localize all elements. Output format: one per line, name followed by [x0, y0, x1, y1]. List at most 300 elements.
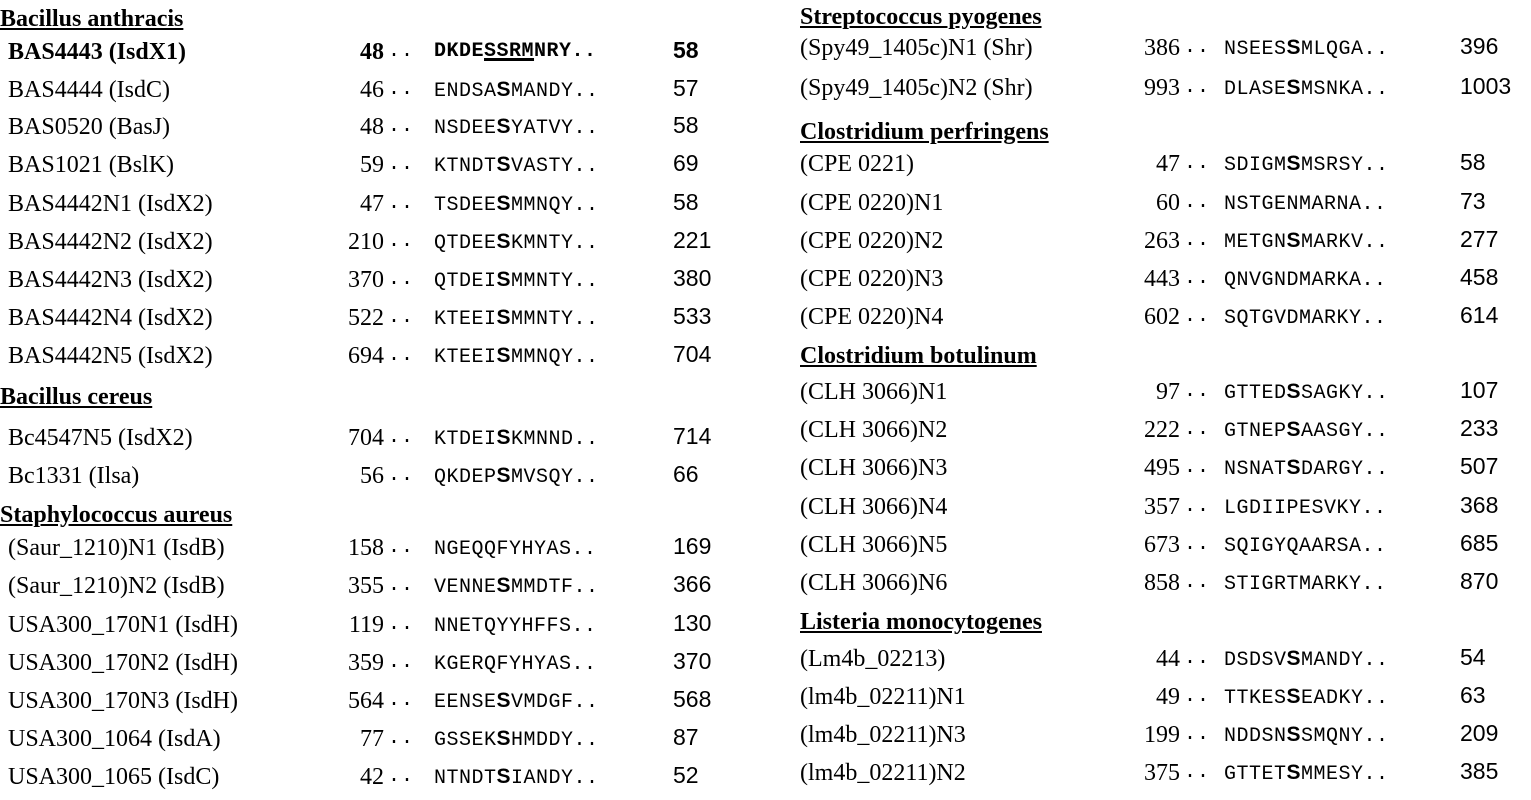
- protein-name: USA300_1064 (IsdA): [8, 726, 221, 752]
- start-position: 443: [1144, 266, 1180, 292]
- sequence-row: [800, 375, 1531, 409]
- sequence-row: [800, 642, 1531, 676]
- motif-suffix: MSRSY..: [1301, 154, 1389, 177]
- motif-sequence: [1224, 375, 1389, 411]
- start-position: 375: [1144, 760, 1180, 786]
- protein-name: (CLH 3066)N2: [800, 417, 948, 443]
- sequence-row: [0, 339, 760, 373]
- protein-name: BAS4442N3 (IsdX2): [8, 267, 213, 293]
- start-position: 370: [348, 267, 384, 293]
- sequence-row: [0, 421, 760, 455]
- motif-prefix: KTEEI: [434, 308, 497, 331]
- conserved-serine: S: [1286, 456, 1302, 479]
- protein-name: (Lm4b_02213): [800, 646, 946, 672]
- sequence-row: [800, 756, 1531, 790]
- motif-prefix: GTTET: [1224, 763, 1287, 786]
- leading-dots: ..: [1184, 418, 1211, 441]
- motif-suffix: YATVY..: [511, 117, 599, 140]
- motif-prefix: KTEEI: [434, 346, 497, 369]
- motif-suffix: MMESY..: [1301, 763, 1389, 786]
- end-position: 685: [1460, 530, 1499, 556]
- conserved-serine: S: [496, 153, 512, 176]
- leading-dots: ..: [1184, 533, 1211, 556]
- leading-dots: ..: [1184, 761, 1211, 784]
- motif-sequence: [434, 148, 599, 184]
- start-position: 119: [348, 612, 384, 638]
- sequence-row: [800, 566, 1531, 600]
- leading-dots: ..: [1184, 685, 1211, 708]
- motif-prefix: NGEQQFYHYAS..: [434, 538, 597, 561]
- conserved-serine: S: [1286, 685, 1302, 708]
- end-position: 73: [1460, 188, 1486, 214]
- end-position: 568: [673, 686, 712, 712]
- conserved-serine: S: [496, 464, 512, 487]
- motif-sequence: [434, 73, 599, 109]
- sequence-row: [0, 459, 760, 493]
- start-position: 386: [1144, 35, 1180, 61]
- leading-dots: ..: [388, 192, 415, 215]
- leading-dots: ..: [1184, 456, 1211, 479]
- end-position: 533: [673, 303, 712, 329]
- protein-name: BAS4442N5 (IsdX2): [8, 343, 213, 369]
- conserved-serine: S: [1286, 380, 1302, 403]
- motif-suffix: MANDY..: [1301, 649, 1389, 672]
- leading-dots: ..: [1184, 380, 1211, 403]
- sequence-row: [0, 110, 760, 144]
- motif-prefix: DKDE: [434, 40, 485, 63]
- leading-dots: ..: [388, 689, 415, 712]
- motif-suffix: VMDGF..: [511, 691, 599, 714]
- end-position: 614: [1460, 302, 1499, 328]
- sequence-row: [0, 684, 760, 718]
- motif-sequence: [434, 459, 599, 495]
- conserved-serine: S: [496, 426, 512, 449]
- motif-prefix: GTTED: [1224, 382, 1287, 405]
- protein-name: (Spy49_1405c)N2 (Shr): [800, 75, 1033, 101]
- conserved-serine: S: [1286, 647, 1302, 670]
- motif-suffix: MANDY..: [511, 80, 599, 103]
- motif-suffix: HMDDY..: [511, 729, 599, 752]
- conserved-serine: S: [496, 689, 512, 712]
- conserved-serine: S: [496, 344, 512, 367]
- motif-prefix: NDDSN: [1224, 725, 1287, 748]
- start-position: 46: [360, 77, 384, 103]
- motif-suffix: MMNTY..: [511, 308, 599, 331]
- protein-name: (CLH 3066)N4: [800, 494, 948, 520]
- sequence-row: [0, 225, 760, 259]
- sequence-row: [800, 680, 1531, 714]
- leading-dots: ..: [388, 613, 415, 636]
- motif-sequence: [434, 722, 599, 758]
- start-position: 48: [360, 39, 384, 65]
- protein-name: (lm4b_02211)N1: [800, 684, 966, 710]
- conserved-serine: S: [1286, 152, 1302, 175]
- protein-name: USA300_170N1 (IsdH): [8, 612, 238, 638]
- motif-sequence: [434, 339, 599, 375]
- motif-prefix: QNVGNDMARKA..: [1224, 269, 1387, 292]
- species-heading: Listeria monocytogenes: [800, 609, 1042, 635]
- motif-prefix: GTNEP: [1224, 420, 1287, 443]
- motif-sequence: [434, 608, 597, 644]
- end-position: 277: [1460, 226, 1499, 252]
- motif-prefix: SDIGM: [1224, 154, 1287, 177]
- start-position: 993: [1144, 75, 1180, 101]
- protein-name: (CPE 0221): [800, 151, 914, 177]
- start-position: 49: [1156, 684, 1180, 710]
- leading-dots: ..: [1184, 191, 1211, 214]
- start-position: 60: [1156, 190, 1180, 216]
- protein-name: BAS0520 (BasJ): [8, 114, 171, 140]
- start-position: 48: [360, 114, 384, 140]
- motif-sequence: [434, 531, 597, 567]
- motif-prefix: LGDIIPESVKY..: [1224, 497, 1387, 520]
- leading-dots: ..: [388, 153, 415, 176]
- leading-dots: ..: [1184, 571, 1211, 594]
- motif-sequence: [434, 421, 599, 457]
- end-position: 704: [673, 341, 712, 367]
- motif-sequence: [1224, 262, 1387, 298]
- motif-prefix: NSNAT: [1224, 458, 1287, 481]
- start-position: 47: [1156, 151, 1180, 177]
- start-position: 263: [1144, 228, 1180, 254]
- motif-suffix: MMDTF..: [511, 576, 599, 599]
- protein-name: USA300_1065 (IsdC): [8, 764, 220, 790]
- conserved-serine: S: [496, 306, 512, 329]
- start-position: 858: [1144, 570, 1180, 596]
- motif-sequence: [434, 225, 599, 261]
- sequence-row: [800, 451, 1531, 485]
- protein-name: BAS1021 (BslK): [8, 152, 175, 178]
- motif-prefix: QTDEE: [434, 232, 497, 255]
- species-heading: Clostridium botulinum: [800, 343, 1037, 369]
- motif-suffix: SAGKY..: [1301, 382, 1389, 405]
- motif-prefix: METGN: [1224, 231, 1287, 254]
- end-position: 52: [673, 762, 699, 788]
- start-position: 97: [1156, 379, 1180, 405]
- motif-prefix: NSEES: [1224, 38, 1287, 61]
- end-position: 507: [1460, 453, 1499, 479]
- sequence-row: [800, 262, 1531, 296]
- end-position: 396: [1460, 33, 1499, 59]
- species-heading: Streptococcus pyogenes: [800, 4, 1042, 30]
- leading-dots: ..: [1184, 723, 1211, 746]
- start-position: 158: [348, 535, 384, 561]
- motif-sequence: [1224, 413, 1389, 449]
- start-position: 44: [1156, 646, 1180, 672]
- protein-name: (lm4b_02211)N3: [800, 722, 966, 748]
- motif-prefix: STIGRTMARKY..: [1224, 573, 1387, 596]
- sequence-row: [800, 718, 1531, 752]
- motif-suffix: MMNQY..: [511, 194, 599, 217]
- motif-prefix: TSDEE: [434, 194, 497, 217]
- motif-suffix: MVSQY..: [511, 466, 599, 489]
- protein-name: BAS4442N1 (IsdX2): [8, 191, 213, 217]
- conserved-serine: S: [496, 78, 512, 101]
- sequence-row: [0, 646, 760, 680]
- motif-suffix: MMNQY..: [511, 346, 599, 369]
- motif-prefix: VENNE: [434, 576, 497, 599]
- motif-prefix: GSSEK: [434, 729, 497, 752]
- leading-dots: ..: [1184, 76, 1211, 99]
- motif-suffix: MSNKA..: [1301, 78, 1389, 101]
- start-position: 210: [348, 229, 384, 255]
- leading-dots: ..: [388, 426, 415, 449]
- motif-sequence: [434, 301, 599, 337]
- leading-dots: ..: [1184, 647, 1211, 670]
- protein-name: Bc4547N5 (IsdX2): [8, 425, 193, 451]
- motif-prefix: NSTGENMARNA..: [1224, 193, 1387, 216]
- motif-sequence: [434, 684, 599, 720]
- start-position: 47: [360, 191, 384, 217]
- motif-prefix: KGERQFYHYAS..: [434, 653, 597, 676]
- sequence-row: [800, 528, 1531, 562]
- protein-name: (Spy49_1405c)N1 (Shr): [800, 35, 1033, 61]
- end-position: 57: [673, 75, 699, 101]
- end-position: 370: [673, 648, 712, 674]
- sequence-row: [0, 73, 760, 107]
- start-position: 673: [1144, 532, 1180, 558]
- conserved-serine: S: [496, 574, 512, 597]
- conserved-serine: S: [1286, 418, 1302, 441]
- sequence-row: [0, 608, 760, 642]
- end-position: 385: [1460, 758, 1499, 784]
- protein-name: BAS4443 (IsdX1): [8, 39, 187, 65]
- leading-dots: ..: [388, 344, 415, 367]
- motif-prefix: KTNDT: [434, 155, 497, 178]
- end-position: 69: [673, 150, 699, 176]
- motif-sequence: [1224, 490, 1387, 526]
- motif-sequence: [1224, 147, 1389, 183]
- motif-sequence: [1224, 300, 1387, 336]
- conserved-serine: S: [496, 765, 512, 788]
- motif-prefix: DSDSV: [1224, 649, 1287, 672]
- leading-dots: ..: [1184, 229, 1211, 252]
- end-position: 221: [673, 227, 712, 253]
- sequence-row: [800, 71, 1531, 105]
- conserved-serine: S: [496, 268, 512, 291]
- protein-name: (CPE 0220)N4: [800, 304, 944, 330]
- sequence-row: [800, 224, 1531, 258]
- species-heading: Staphylococcus aureus: [0, 502, 233, 528]
- conserved-serine: S: [1286, 229, 1302, 252]
- start-position: 59: [360, 152, 384, 178]
- motif-sequence: [434, 35, 597, 69]
- motif-tail: NRY..: [534, 40, 597, 63]
- leading-dots: ..: [388, 651, 415, 674]
- leading-dots: ..: [1184, 495, 1211, 518]
- start-position: 564: [348, 688, 384, 714]
- start-position: 42: [360, 764, 384, 790]
- start-position: 694: [348, 343, 384, 369]
- leading-dots: ..: [388, 727, 415, 750]
- motif-sequence: [1224, 642, 1389, 678]
- conserved-serine: S: [496, 115, 512, 138]
- motif-prefix: NTNDT: [434, 767, 497, 790]
- motif-suffix: EADKY..: [1301, 687, 1389, 710]
- conserved-serine: S: [496, 230, 512, 253]
- motif-suffix: DARGY..: [1301, 458, 1389, 481]
- motif-sequence: [434, 646, 597, 682]
- leading-dots: ..: [388, 574, 415, 597]
- motif-sequence: [1224, 528, 1387, 564]
- protein-name: (lm4b_02211)N2: [800, 760, 966, 786]
- motif-prefix: SQIGYQAARSA..: [1224, 535, 1387, 558]
- leading-dots: ..: [388, 464, 415, 487]
- protein-name: Bc1331 (Ilsa): [8, 463, 140, 489]
- motif-sequence: [1224, 680, 1389, 716]
- start-position: 77: [360, 726, 384, 752]
- sequence-row: [0, 301, 760, 335]
- protein-name: (CLH 3066)N1: [800, 379, 948, 405]
- end-position: 458: [1460, 264, 1499, 290]
- leading-dots: ..: [388, 268, 415, 291]
- motif-suffix: IANDY..: [511, 767, 599, 790]
- sequence-row: [0, 531, 760, 565]
- motif-prefix: TTKES: [1224, 687, 1287, 710]
- start-position: 359: [348, 650, 384, 676]
- end-position: 58: [1460, 149, 1486, 175]
- leading-dots: ..: [388, 40, 415, 63]
- start-position: 522: [348, 305, 384, 331]
- sequence-row: [800, 490, 1531, 524]
- end-position: 870: [1460, 568, 1499, 594]
- motif-prefix: NSDEE: [434, 117, 497, 140]
- motif-sequence: [434, 187, 599, 223]
- protein-name: (CLH 3066)N5: [800, 532, 948, 558]
- start-position: 357: [1144, 494, 1180, 520]
- protein-name: (CLH 3066)N3: [800, 455, 948, 481]
- conserved-serine: S: [1286, 76, 1302, 99]
- end-position: 107: [1460, 377, 1499, 403]
- leading-dots: ..: [1184, 305, 1211, 328]
- end-position: 366: [673, 571, 712, 597]
- end-position: 209: [1460, 720, 1499, 746]
- sequence-row: [0, 35, 760, 69]
- species-heading: Bacillus anthracis: [0, 6, 184, 32]
- motif-prefix: ENDSA: [434, 80, 497, 103]
- leading-dots: ..: [1184, 152, 1211, 175]
- end-position: 58: [673, 37, 699, 63]
- motif-suffix: SMQNY..: [1301, 725, 1389, 748]
- end-position: 54: [1460, 644, 1486, 670]
- end-position: 63: [1460, 682, 1486, 708]
- sequence-row: [800, 413, 1531, 447]
- motif-prefix: SQTGVDMARKY..: [1224, 307, 1387, 330]
- end-position: 87: [673, 724, 699, 750]
- leading-dots: ..: [388, 765, 415, 788]
- motif-suffix: MMNTY..: [511, 270, 599, 293]
- motif-sequence: [1224, 718, 1389, 754]
- start-position: 602: [1144, 304, 1180, 330]
- start-position: 704: [348, 425, 384, 451]
- leading-dots: ..: [388, 306, 415, 329]
- end-position: 233: [1460, 415, 1499, 441]
- species-heading: Bacillus cereus: [0, 384, 153, 410]
- sequence-row: [0, 760, 760, 794]
- conserved-serine: S: [496, 192, 512, 215]
- motif-suffix: VASTY..: [511, 155, 599, 178]
- motif-suffix: MARKV..: [1301, 231, 1389, 254]
- sequence-row: [0, 148, 760, 182]
- sequence-row: [800, 186, 1531, 220]
- protein-name: (Saur_1210)N2 (IsdB): [8, 573, 225, 599]
- sequence-row: [0, 569, 760, 603]
- motif-sequence: [1224, 186, 1387, 222]
- conserved-serine: S: [1286, 723, 1302, 746]
- motif-prefix: QKDEP: [434, 466, 497, 489]
- leading-dots: ..: [388, 115, 415, 138]
- motif-suffix: AASGY..: [1301, 420, 1389, 443]
- protein-name: USA300_170N3 (IsdH): [8, 688, 238, 714]
- start-position: 199: [1144, 722, 1180, 748]
- end-position: 1003: [1460, 73, 1512, 99]
- protein-name: (CLH 3066)N6: [800, 570, 948, 596]
- motif-sequence: [434, 569, 599, 605]
- protein-name: BAS4442N4 (IsdX2): [8, 305, 213, 331]
- leading-dots: ..: [388, 230, 415, 253]
- motif-suffix: KMNTY..: [511, 232, 599, 255]
- end-position: 130: [673, 610, 712, 636]
- leading-dots: ..: [388, 536, 415, 559]
- motif-sequence: [1224, 31, 1389, 67]
- leading-dots: ..: [1184, 267, 1211, 290]
- motif-sequence: [434, 110, 599, 146]
- sequence-row: [0, 722, 760, 756]
- motif-prefix: DLASE: [1224, 78, 1287, 101]
- sequence-row: [800, 300, 1531, 334]
- motif-prefix: NNETQYYHFFS..: [434, 615, 597, 638]
- end-position: 714: [673, 423, 712, 449]
- conserved-serine: S: [1286, 36, 1302, 59]
- end-position: 66: [673, 461, 699, 487]
- conserved-serine: S: [496, 727, 512, 750]
- motif-sequence: [1224, 451, 1389, 487]
- protein-name: BAS4442N2 (IsdX2): [8, 229, 213, 255]
- protein-name: USA300_170N2 (IsdH): [8, 650, 238, 676]
- motif-prefix: QTDEI: [434, 270, 497, 293]
- start-position: 355: [348, 573, 384, 599]
- underlined-motif: SSRM: [484, 40, 535, 63]
- sequence-row: [800, 31, 1531, 65]
- protein-name: (CPE 0220)N3: [800, 266, 944, 292]
- motif-prefix: EENSE: [434, 691, 497, 714]
- protein-name: (CPE 0220)N1: [800, 190, 944, 216]
- motif-suffix: MLQGA..: [1301, 38, 1389, 61]
- sequence-row: [0, 263, 760, 297]
- protein-name: BAS4444 (IsdC): [8, 77, 171, 103]
- end-position: 58: [673, 189, 699, 215]
- motif-sequence: [1224, 566, 1387, 602]
- motif-sequence: [1224, 71, 1389, 107]
- motif-suffix: KMNND..: [511, 428, 599, 451]
- end-position: 169: [673, 533, 712, 559]
- protein-name: (Saur_1210)N1 (IsdB): [8, 535, 225, 561]
- end-position: 380: [673, 265, 712, 291]
- sequence-row: [0, 187, 760, 221]
- leading-dots: ..: [1184, 36, 1211, 59]
- conserved-serine: S: [1286, 761, 1302, 784]
- protein-name: (CPE 0220)N2: [800, 228, 944, 254]
- end-position: 58: [673, 112, 699, 138]
- sequence-row: [800, 147, 1531, 181]
- end-position: 368: [1460, 492, 1499, 518]
- motif-sequence: [1224, 756, 1389, 792]
- start-position: 222: [1144, 417, 1180, 443]
- start-position: 56: [360, 463, 384, 489]
- motif-sequence: [1224, 224, 1389, 260]
- leading-dots: ..: [388, 78, 415, 101]
- motif-prefix: KTDEI: [434, 428, 497, 451]
